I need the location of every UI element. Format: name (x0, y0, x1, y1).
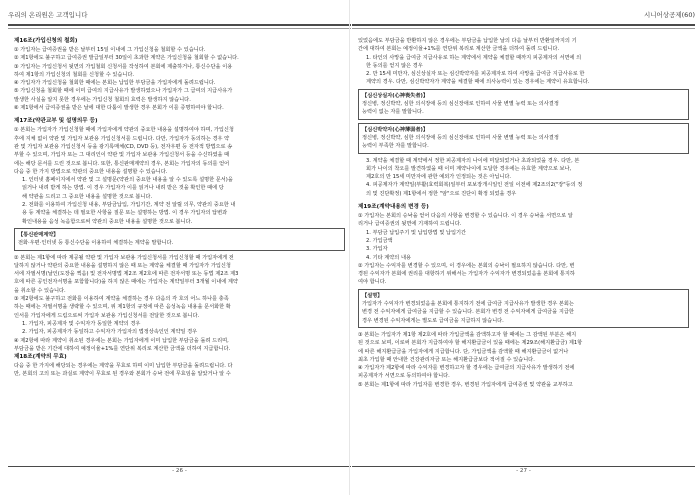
list-item-line: 확인내용을 음성 녹음함으로써 약관의 중요한 내용을 설명한 것으로 봅니다. (22, 218, 193, 225)
body-text-line: 에 따른 해지환급금을 가입자에게 지급합니다. 단, 가입금액을 감액할 때 해지환급금이 없거나 (358, 348, 569, 355)
definition-box-text: 능력이 없는 자를 말합니다. (362, 109, 424, 116)
body-text-line: ④ 제2항에 따라 계약이 취소된 경우에는 본회는 가입자에게 이미 납입한 부담금을 돌려 드리며, (14, 337, 229, 344)
list-item-line: 읽거나 내려 받게 하는 방법. 이 경우 가입자가 이를 읽거나 내려 받은 것을 확인한 때에 당 (22, 185, 224, 192)
list-item-line: 해 약관을 드리고 그 중요한 내용을 설명한 것으로 봅니다. (22, 193, 153, 200)
header-rule (352, 24, 695, 26)
body-text-line: 호에 따른 공인전자서명을 포함합니다)을 하지 않은 때에는 가입자는 계약일부터 3개월 이내에 계약 (14, 279, 238, 286)
definition-box-text: 정신병, 정신박약, 심한 의식장애 등의 심신장애로 인하여 사물 변별 능력 또는 의사결정 (362, 134, 559, 141)
definition-box-text: 가입자가 수익자가 변경되었음을 본회에 통지하기 전에 급여금 지급사유가 발생한 경우 본회는 (362, 301, 574, 308)
list-item-line: 1. 타인의 사망을 급여금 지급사유로 하는 계약에서 계약을 체결할 때까지 피공제자의 서면에 의 (366, 54, 582, 61)
list-item-line: 2. 전화를 이용하여 가입신청 내용, 부담금납입, 가입기간, 계약 전 알릴 의무, 약관의 중요한 내 (22, 202, 236, 209)
right-page-body (358, 37, 689, 389)
left-page-body (14, 37, 345, 379)
list-item-line: 3. 계약을 체결할 때 계약에서 정한 피공제자의 나이에 미달되었거나 초과되었을 경우. 다만, 본 (366, 157, 580, 164)
list-item-line: 1. 인터넷 홈페이지에서 약관 및 그 설명문(약관의 중요한 내용을 알 수 있도록 설명한 문서)을 (22, 177, 233, 184)
list-item-line: 한 동의를 얻지 않은 경우 (366, 62, 423, 69)
article-heading: 제19조(계약내용의 변경 등) (358, 204, 429, 211)
list-item-line: 제2호의 만 15세 미만자에 관한 예외가 인정되는 것은 아닙니다. (366, 174, 512, 181)
definition-box-text: 전화·우편·인터넷 등 통신수단을 이용하여 체결하는 계약을 말합니다. (18, 240, 174, 247)
footer-rule (352, 466, 695, 467)
definition-box-title: 【심신박약자(心神薄弱者)】 (362, 126, 429, 133)
body-text-line: 경된 수익자가 본회에 권리를 대항하기 위해서는 가입자가 수익자가 변경되었음을 본회에 통지하 (358, 271, 575, 278)
list-item-line: 4. 기타 계약의 내용 (366, 254, 411, 261)
body-text-line: ⑤ 가입신청을 철회할 때에 이미 급여의 지급사유가 발생하였으나 가입자가 그 급여의 지급사유가 (14, 88, 233, 95)
article-heading: 제16조(가입신청의 철회) (14, 38, 78, 44)
list-item-line: 계약의 경우. 다만, 심신박약자가 계약을 체결할 때에 의사능력이 있는 경우에는 계약이 유효합니다. (366, 79, 590, 86)
definition-box (358, 123, 689, 154)
body-text-line: 달하지 않거나 약관의 중요한 내용을 설명하지 않은 때 또는 계약을 체결할 때 가입자가 가입신청 (14, 262, 231, 269)
left-page (8, 0, 351, 495)
definition-box-text: 정신병, 정신박약, 심한 의식장애 등의 심신장애로 인하여 사물 변별 능력 또는 의사결정 (362, 101, 559, 108)
body-text-line: ⑤ 본회는 제1항에 따라 가입자를 변경한 경우, 변경된 가입자에게 급여증권 및 약관을 교부하고 (358, 381, 573, 388)
right-page-header: 시니어상공제(60) (643, 11, 695, 19)
body-text-line: 부할 수 있으며, 가입자 또는 그 대리인이 약관 및 가입자 보관용 가입신청서 등을 수신하였을 때 (14, 152, 230, 159)
list-item-line: 회가 나이의 착오를 발견하였을 때 이미 계약나이에 도달한 경우에는 유효한 계약으로 보나, (366, 165, 572, 172)
left-page-number: - 26 - (172, 468, 187, 474)
body-text-line: ② 제1항에도 불구하고 급여증권 발급일부터 30일이 초과한 계약은 가입신청을 철회할 수 없습니다. (14, 55, 239, 62)
body-text-line: 있었음에도 부담금을 반환하지 않은 경우에는 부담금을 납입한 날의 다음 날부터 반환일까지의 기 (358, 38, 577, 44)
body-text-line: ① 가입자는 본회의 승낙을 얻어 다음의 사항을 변경할 수 있습니다. 이 경우 승낙을 서면으로 알 (358, 213, 573, 220)
body-text-line: 다음 중 한 가지에 해당되는 경우에는 계약을 무효로 하며 이미 납입한 부담금을 돌려드립니다. 다 (14, 363, 233, 370)
article-heading: 제18조(계약의 무효) (14, 354, 67, 361)
body-text-line: 발생한 사실을 알지 못한 경우에는 가입신청 철회의 효력은 발생하지 않습니다. (14, 96, 191, 103)
body-text-line: 부담금을 받은 기간에 대하여 예정이율+1%를 연단위 복리로 계산한 금액을 더하여 지급합니다. (14, 345, 231, 352)
body-text-line: ② 본회는 제1항에 따라 제공될 약관 및 가입자 보관용 가입신청서를 가입신청할 때 가입자에게 전 (14, 254, 234, 261)
header-rule-thin (8, 28, 351, 29)
definition-box-title: 【통신판매계약】 (18, 231, 59, 238)
body-text-line: 에는 해당 문서를 드린 것으로 봅니다. 또한, 통신판매계약의 경우, 본회는 가입자의 동의를 얻어 (14, 160, 230, 167)
body-text-line: ③ 제2항에도 불구하고 전화를 이용하여 계약을 체결하는 경우 다음의 각 호의 어느 하나를 충족 (14, 296, 229, 303)
body-text-line: 피공제자가 서면으로 동의하여야 합니다. (358, 373, 450, 380)
body-text-line: ③ 본회는 가입자가 제1항 제2호에 따라 가입금액을 감액하고자 할 때에는 그 감액된 부분은 해지 (358, 331, 577, 338)
body-text-line: ④ 가입자가 가입신청을 철회한 때에는 본회는 납입한 부담금을 가입자에게 돌려드립니다. (14, 80, 216, 87)
body-text-line: ⑥ 제1항에서 급여증권을 받은 날에 대한 다툼이 발생한 경우 본회가 이를 증명하여야 합니다. (14, 105, 224, 112)
list-item-line: 1. 가입자, 피공제자 및 수익자가 동일한 계약의 경우 (22, 320, 141, 327)
definition-box (358, 89, 689, 120)
definition-box (358, 289, 689, 328)
body-text-line: 여야 합니다. (358, 279, 387, 286)
footer-rule (8, 466, 351, 467)
body-text-line: 서에 자필서명(날인(도장을 찍음) 및 전자서명법 제2조 제2호에 따른 전자서명 또는 동법 제2조 제3 (14, 271, 239, 278)
article-heading: 제17조(약관교부 및 설명의무 등) (14, 118, 98, 125)
body-text-line: ③ 가입자는 가입신청서 뒷면의 가입철회 신청서를 작성하여 본회에 제출하거나, 통신수단을 이용 (14, 63, 233, 70)
body-text-line: 관 및 가입자 보관용 가입신청서 등을 광기록매체(CD, DVD 등), 전자우편 등 전자적 방법으로 송 (14, 143, 233, 150)
list-item-line: 2. 가입자, 피공제자가 동일하고 수익자가 가입자의 법정상속인인 계약일 경우 (22, 329, 198, 336)
header-rule-thin (352, 28, 695, 29)
right-page-number: - 27 - (516, 468, 531, 474)
left-page-header: 우리의 온리원은 고객입니다 (8, 11, 88, 19)
body-text-line: 된 것으로 보며, 이로써 본회가 지급하여야 할 해지환급금이 있을 때에는 제29조(해지환급금) 제1항 (358, 340, 583, 347)
page-fold-divider (349, 0, 350, 495)
right-page (352, 0, 695, 495)
body-text-line: 리거나 급여증권의 뒷면에 기재하여 드립니다. (358, 221, 462, 228)
body-text-line: 후에 지체 없이 약관 및 가입자 보관용 가입신청서를 드립니다. 다만, 가입자가 동의하는 경우 약 (14, 135, 230, 142)
definition-box-title: 【설명】 (362, 292, 383, 299)
body-text-line: 인서를 가입자에게 드림으로써 가입자 보관용 가입신청서를 전달한 것으로 봅니다. (14, 312, 200, 319)
list-item-line: 2. 가입금액 (366, 237, 393, 244)
list-item-line: 2. 만 15세 미만자, 심신상실자 또는 심신박약자를 피공제자로 하여 사망을 급여금 지급사유로 한 (366, 71, 585, 78)
body-text-line: ② 가입자는 수익자를 변경할 수 있으며, 이 경우에는 본회의 승낙이 필요하지 않습니다. 다만, 변 (358, 262, 575, 269)
list-item-line: 3. 가입자 (366, 246, 388, 253)
list-item-line: 1. 부담금 납입주기 및 납입방법 및 납입기간 (366, 229, 467, 236)
list-item-line: 용 등 계약을 체결하는 데 필요한 사항을 질문 또는 설명하는 방법. 이 경우 가입자의 답변과 (22, 210, 228, 217)
body-text-line: ① 본회는 가입자가 가입신청할 때에 가입자에게 약관의 중요한 내용을 설명하여야 하며, 가입신청 (14, 127, 234, 134)
body-text-line: 하는 때에는 자필서명을 생략할 수 있으며, 위 제1항의 규정에 따른 음성녹음 내용을 문서화한 확 (14, 304, 231, 311)
definition-box (14, 228, 345, 251)
body-text-line: 하여 제1항의 가입신청의 철회를 신청할 수 있습니다. (14, 71, 135, 78)
header-rule (8, 24, 351, 26)
list-item-line: 의 및 진단확정) 제1항에서 정한 "암"으로 진단이 확정 되었을 경우 (366, 190, 517, 197)
definition-box-title: 【심신상실자(心神喪失者)】 (362, 92, 429, 99)
body-text-line: 간에 대하여 본회는 예정이율+1%를 연단위 복리로 계산한 금액을 더하여 돌려 드립니다. (358, 46, 560, 53)
body-text-line: ④ 가입자가 제2항에 따라 수익자를 변경하고자 할 경우에는 급여금의 지급사유가 발생하기 전에 (358, 365, 575, 372)
definition-box-text: 변경 전 수익자에게 급여금을 지급할 수 있습니다. 본회가 변경 전 수익자에게 급여금을 지급한 (362, 309, 574, 316)
body-text-line: 최초 가입할 때 안내한 건강관리자금 또는 해지환급금보다 적어질 수 있습니다. (358, 356, 535, 363)
body-text-line: 을 취소할 수 있습니다. (14, 287, 66, 294)
list-item-line: 4. 피공제자가 계약일(부활(효력회복)일부터 포보장개시일인 전일 이전에 제2조의2("장"등의 정 (366, 182, 583, 189)
body-text-line: 만, 본회의 고의 또는 과실로 계약이 무효로 된 경우와 본회가 승낙 전에 무효임을 알았거나 알 수 (14, 371, 231, 378)
definition-box-text: 경우 변경된 수익자에게는 별도로 급여금을 지급하지 않습니다. (362, 317, 504, 324)
body-text-line: 다음 중 한 가지 방법으로 약관의 중요한 내용을 설명할 수 있습니다. (14, 168, 168, 175)
body-text-line: ① 가입자는 급여증권을 받은 날부터 15일 이내에 그 가입신청을 철회할 수 있습니다. (14, 47, 206, 53)
definition-box-text: 능력이 부족한 자를 말합니다. (362, 143, 429, 150)
